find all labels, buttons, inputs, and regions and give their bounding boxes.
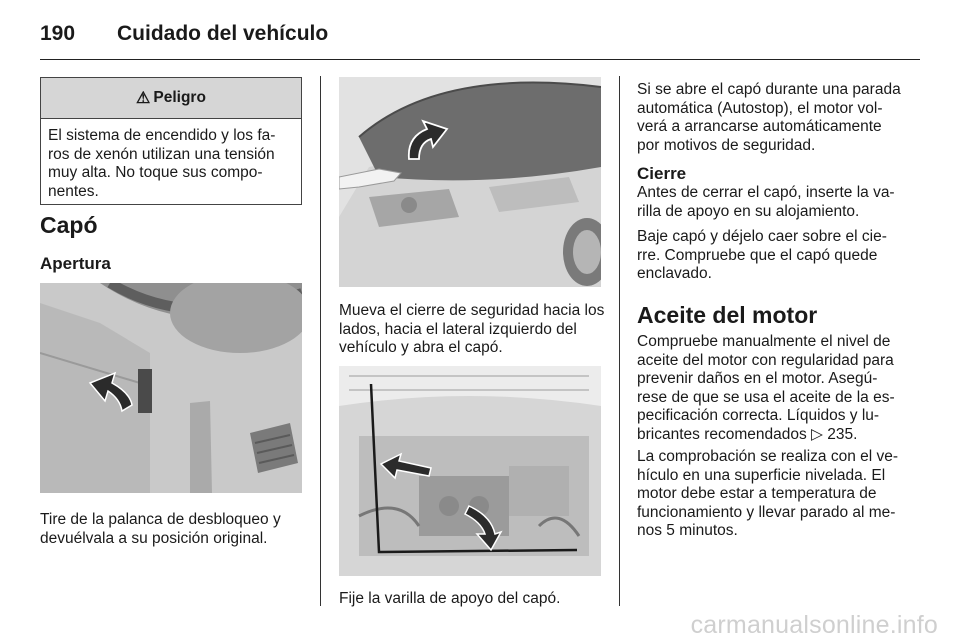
- paragraph-autostop: Si se abre el capó durante una parada automática (Autostop), el motor vol-verá a arrancarse automáticamente por motivos de seguridad.: [637, 81, 901, 154]
- section-title: Cuidado del vehículo: [117, 22, 329, 45]
- column-divider-1: [320, 76, 321, 606]
- warning-triangle-icon: ⚠: [136, 90, 151, 107]
- danger-warning-box: [40, 77, 302, 205]
- page-reference-arrow-icon: ▷: [811, 425, 823, 443]
- watermark: carmanualsonline.info: [690, 611, 938, 639]
- caption-open-hood: Mueva el cierre de seguridad hacia los lados, hacia el lateral izquierdo del vehículo y abra el capó.: [339, 302, 605, 356]
- page-number: 190: [40, 22, 76, 45]
- paragraph-oil-conditions: La comprobación se realiza con el ve-hículo en una superficie nivelada. El motor debe estar a temperatura de funcionamiento y llevar parado al me-nos 5 minutos.: [637, 448, 899, 539]
- paragraph-insert-rod: Antes de cerrar el capó, inserte la va-rilla de apoyo en su alojamiento.: [637, 184, 895, 220]
- caption-release-lever: Tire de la palanca de desbloqueo y devuélvala a su posición original.: [40, 511, 281, 547]
- paragraph-close-hood: Baje capó y déjelo caer sobre el cie-rre. Compruebe que el capó quede enclavado.: [637, 228, 887, 282]
- column-divider-2: [619, 76, 620, 606]
- paragraph-check-oil: Compruebe manualmente el nivel de aceite del motor con regularidad para prevenir daños en el motor. Asegú-rese de que se usa el aceite de la es-pecificación correcta. Líquidos y lu-bricantes recomendados ▷ 235.: [637, 333, 895, 443]
- warning-header: [41, 78, 301, 119]
- figure-support-rod: [339, 366, 601, 576]
- caption-support-rod: Fije la varilla de apoyo del capó.: [339, 590, 561, 607]
- subheading-apertura: Apertura: [40, 254, 111, 273]
- warning-text: El sistema de encendido y los fa-ros de xenón utilizan una tensión muy alta. No toque sus compo-nentes.: [48, 127, 276, 200]
- warning-title: Peligro: [153, 89, 206, 106]
- subheading-cierre: Cierre: [637, 164, 687, 183]
- page-reference-link[interactable]: 235: [827, 425, 854, 443]
- paragraph-check-oil-text: Compruebe manualmente el nivel de aceite del motor con regularidad para prevenir daños en el motor. Asegú-rese de que se usa el aceite de la es-pecificación correcta. Líquidos y lu-bricantes recomendados: [637, 333, 895, 443]
- page-header: [40, 20, 920, 60]
- heading-capo: Capó: [40, 212, 98, 238]
- figure-release-lever: [40, 283, 302, 493]
- heading-aceite-del-motor: Aceite del motor: [637, 302, 818, 328]
- figure-open-hood: [339, 77, 601, 287]
